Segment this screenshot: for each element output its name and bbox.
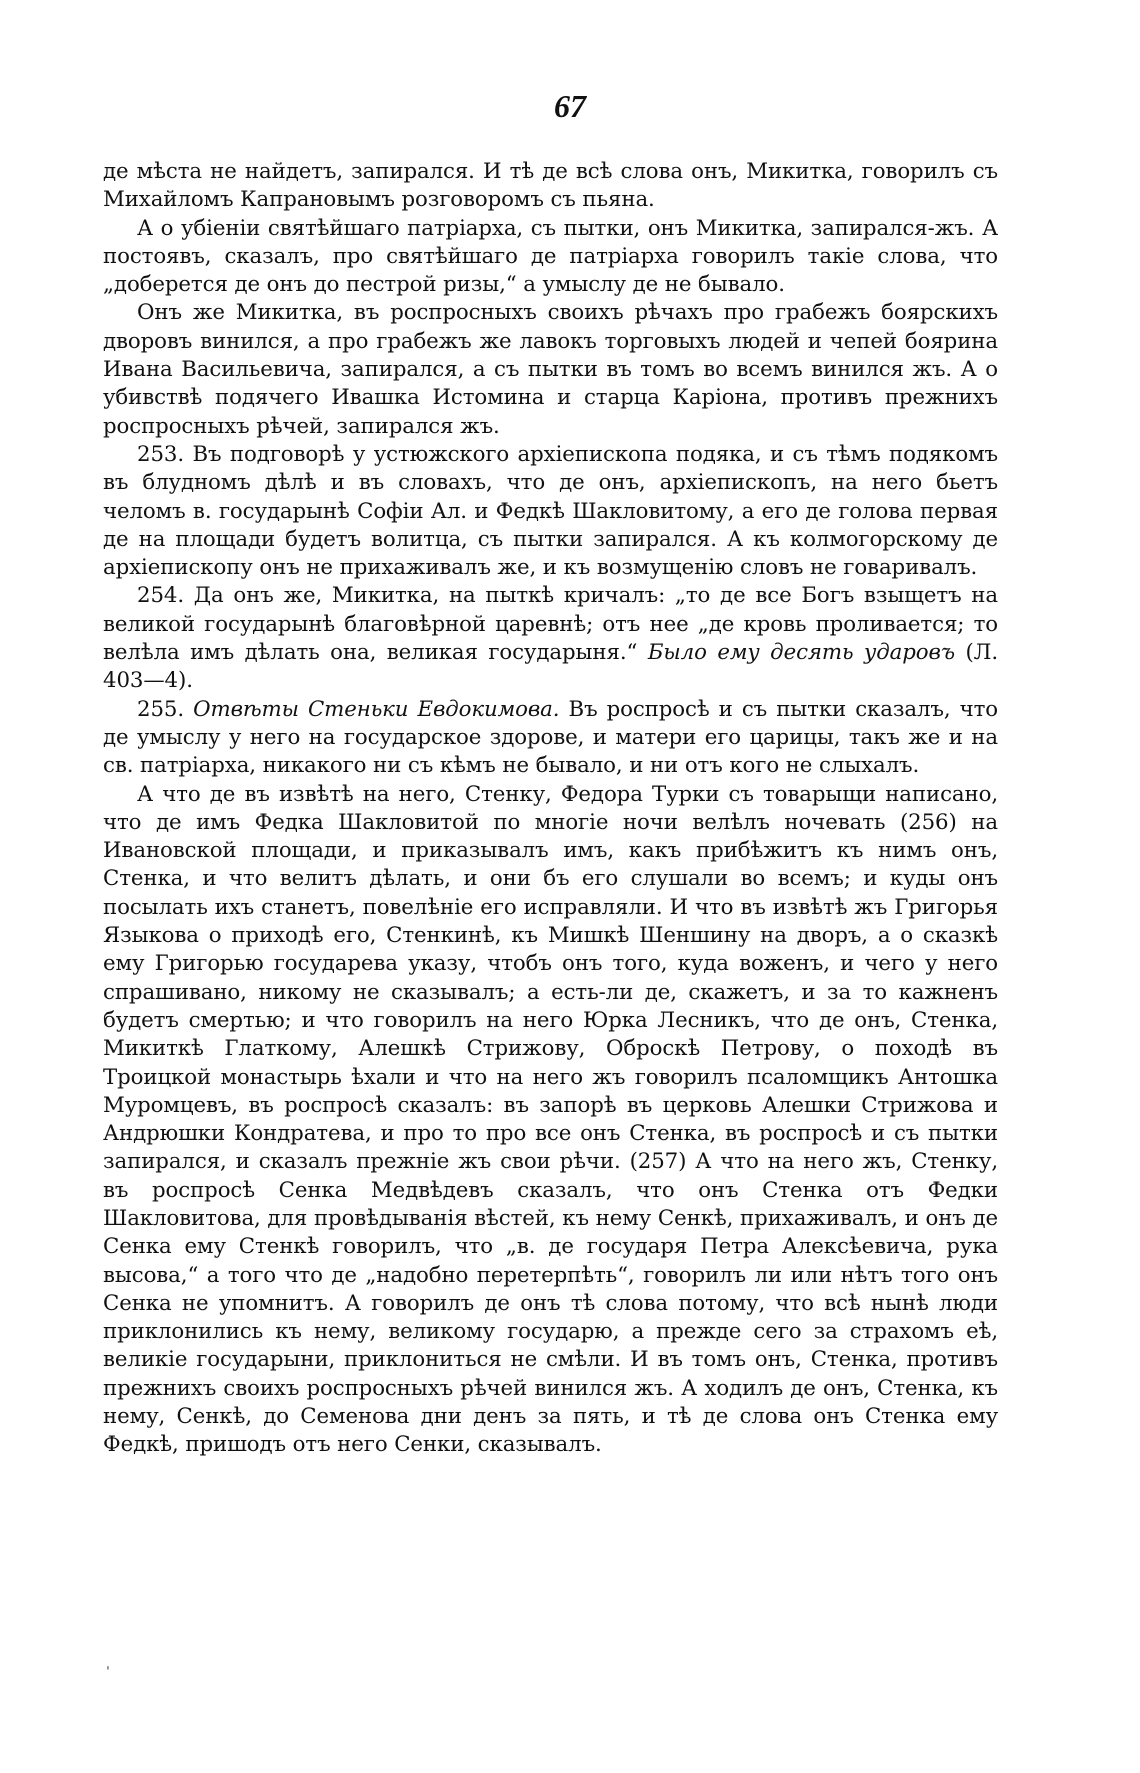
paragraph-255: [103, 696, 998, 781]
italic-note: Было ему десять ударовъ: [647, 640, 955, 666]
page-number: 67: [554, 88, 586, 124]
paragraph: де мѣста не найдетъ, запирался. И тѣ де всѣ слова онъ, Микитка, говорилъ съ Михайломъ Капрановымъ розговоромъ съ пьяна.: [103, 159, 998, 213]
paragraph-text: 255.: [137, 696, 194, 722]
scan-speck: ˈ: [106, 1665, 110, 1681]
paragraph-253: 253. Въ подговорѣ у устюжского архіепископа подяка, и съ тѣмъ подякомъ въ блудномъ дѣлѣ и въ словахъ, что де онъ, архіепископъ, на него бьетъ челомъ в. государынѣ Софіи Ал. и Федкѣ Шакловитому, а его де голова первая де на площади будетъ волитца, съ пытки запирался. А къ колмогорскому де архіепископу онъ не прихаживалъ же, и къ возмущенію словъ не говаривалъ.: [103, 441, 998, 581]
paragraph-254: [103, 582, 998, 695]
paragraph: Онъ же Микитка, въ роспросныхъ своихъ рѣчахъ про грабежъ боярскихъ дворовъ винился, а про грабежъ же лавокъ торговыхъ людей и чепей боярина Ивана Васильевича, запирался, а съ пытки въ томъ во всемъ винился жъ. А о убивствѣ подячего Ивашка Истомина и старца Каріона, противъ прежнихъ роспросныхъ рѣчей, запирался жъ.: [103, 300, 998, 439]
paragraph-text: 254. Да онъ же, Микитка, на пыткѣ кричалъ: „то де все Богъ взыщетъ на великой государынѣ благовѣрной царевнѣ; отъ нее „де кровь проливается; то велѣла имъ дѣлать она, великая государыня.“: [103, 583, 998, 666]
paragraph: А о убіеніи святѣйшаго патріарха, съ пытки, онъ Микитка, запирался-жъ. А постоявъ, сказалъ, про святѣйшаго де патріарха говорилъ такіе слова, что „доберется де онъ до пестрой ризы,“ а умыслу де не бывало.: [103, 215, 998, 298]
paragraph: А что де въ извѣтѣ на него, Стенку, Федора Турки съ товарыщи написано, что де имъ Федка Шакловитой по многіе ночи велѣлъ ночевать (256) на Ивановской площади, и приказывалъ имъ, какъ прибѣжитъ къ нимъ онъ, Стенка, и что велитъ дѣлать, и они бъ его слушали во всемъ; и куды онъ посылать ихъ станетъ, повелѣніе его исправляли. И что въ извѣтѣ жъ Григорья Языкова о приходѣ его, Стенкинѣ, къ Мишкѣ Шеншину на дворъ, а о сказкѣ ему Григорью государева указу, чтобъ онъ того, куда воженъ, и чего у него спрашивано, никому не сказывалъ; а есть-ли де, скажетъ, и за то кажненъ будетъ смертью; и что говорилъ на него Юрка Лесникъ, что де онъ, Стенка, Микиткѣ Глаткому, Алешкѣ Стрижову, Оброскѣ Петрову, о походѣ въ Троицкой монастырь ѣхали и что на него жъ говорилъ псаломщикъ Антошка Муромцевъ, въ роспросѣ сказалъ: въ запорѣ въ церковь Алешки Стрижова и Андрюшки Кондратева, и про то про все онъ Стенка, въ роспросѣ и съ пытки запирался, и сказалъ прежніе жъ свои рѣчи. (257) А что на него жъ, Стенку, въ роспросѣ Сенка Медвѣдевъ сказалъ, что онъ Стенка отъ Федки Шакловитова, для провѣдыванія вѣстей, къ нему Сенкѣ, прихаживалъ, и онъ де Сенка ему Стенкѣ говорилъ, что „в. де государя Петра Алексѣевича, рука высова,“ а того что де „надобно перетерпѣть“, говорилъ ли или нѣтъ того онъ Сенка не упомнитъ. А говорилъ де онъ тѣ слова потому, что всѣ нынѣ люди приклонились къ нему, великому государю, а прежде сего за страхомъ еѣ, великіе государыни, приклониться не смѣли. И въ томъ онъ, Стенка, противъ прежнихъ своихъ роспросныхъ рѣчей винился жъ. А ходилъ де онъ, Стенка, къ нему, Сенкѣ, до Семенова дни денъ за пять, и тѣ де слова онъ Стенка ему Федкѣ, пришодъ отъ него Сенки, сказывалъ.: [103, 781, 998, 1458]
section-heading-italic: Отвѣты Стеньки Евдокимова.: [193, 696, 560, 722]
paragraph-text: Въ роспросѣ и съ пытки сказалъ, что де умыслу у него на государское здорове, и матери его царицы, такъ же и на св. патріарха, никакого ни съ кѣмъ не бывало, и ни отъ кого не слыхалъ.: [103, 696, 998, 779]
paragraph-text: (Л. 403—4).: [103, 640, 999, 694]
body-text: [103, 158, 998, 1460]
